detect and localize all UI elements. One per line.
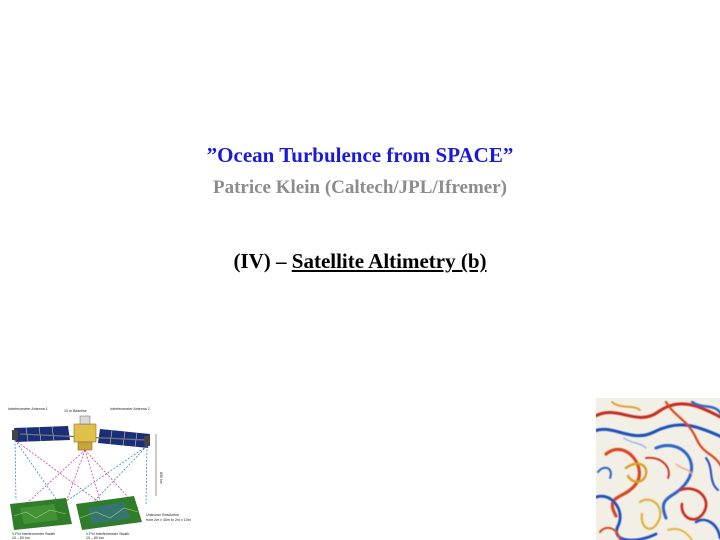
label-swath-left-range: 10 – 60 km [12, 536, 30, 540]
label-resolution-detail: from 2m x 40m to 2m x 10m [146, 518, 191, 522]
subtitle-topic: Satellite Altimetry (b) [291, 249, 487, 273]
satellite-swath-figure [6, 404, 191, 540]
label-swath-left: V-Pol Interferometer Swath [12, 532, 56, 536]
slide-subtitle [0, 249, 720, 274]
slide-author: Patrice Klein (Caltech/JPL/Ifremer) [212, 177, 508, 198]
swath-left [10, 498, 72, 530]
label-swath-right-range: 10 – 60 km [86, 536, 104, 540]
swath-right [76, 496, 142, 530]
label-antenna-1: Interferometer Antenna 1 [8, 407, 48, 411]
label-altitude: 890 km [159, 472, 163, 484]
antenna-2 [144, 436, 150, 446]
turbulence-vorticity-image [596, 398, 720, 540]
antenna-1 [12, 430, 18, 440]
label-antenna-2: Interferometer Antenna 2 [110, 407, 150, 411]
subtitle-prefix: (IV) – [233, 249, 292, 273]
label-resolution: Unknown Resolution [146, 513, 179, 517]
label-swath-right: V-Pol Interferometer Swath [86, 532, 130, 536]
slide-title: ”Ocean Turbulence from SPACE” [206, 143, 514, 167]
satellite-bus [74, 416, 96, 450]
label-baseline: 10 m Baseline [64, 409, 87, 413]
